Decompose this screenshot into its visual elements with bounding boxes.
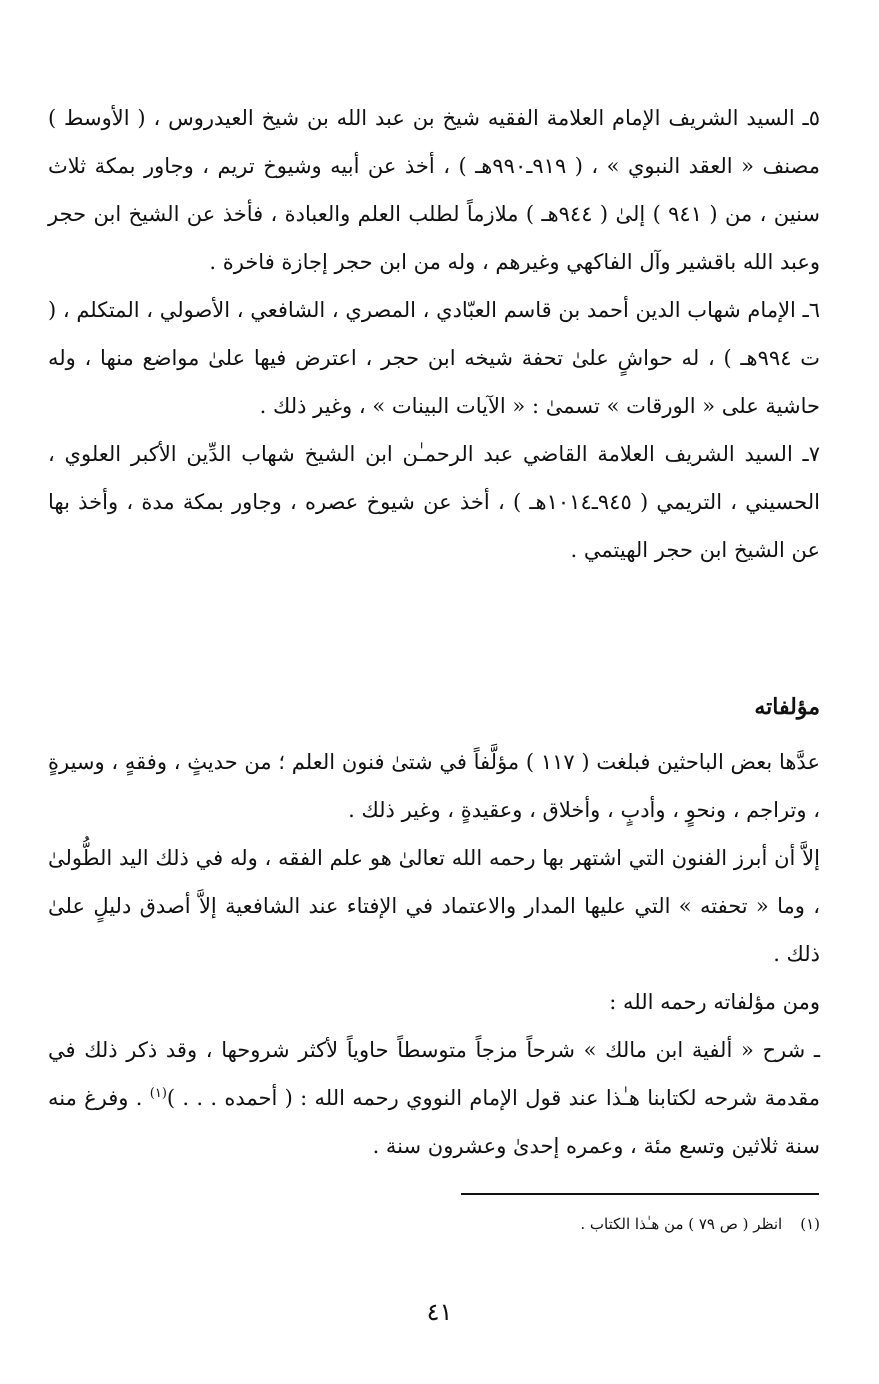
- footnote-reference[interactable]: (١): [149, 1086, 167, 1101]
- footnote: [580, 1210, 820, 1238]
- footnote-separator: [461, 1193, 819, 1195]
- footnote-number: (١): [800, 1215, 820, 1233]
- paragraph-works-count: عدَّها بعض الباحثين فبلغت ( ١١٧ ) مؤلَّفاً في شتىٰ فنون العلم ؛ من حديثٍ ، وفقهٍ ، وسيرةٍ ، وتراجم ، ونحوٍ ، وأدبٍ ، وأخلاق ، وعقيدةٍ ، وغير ذلك .: [48, 750, 820, 822]
- paragraph-fiqh: إلاَّ أن أبرز الفنون التي اشتهر بها رحمه الله تعالىٰ هو علم الفقه ، وله في ذلك اليد الطُّولىٰ ، وما « تحفته » التي عليها المدار والاعتماد في الإفتاء عند الشافعية إلاَّ أصدق دليلٍ علىٰ ذلك .: [48, 846, 820, 966]
- paragraph-alfiyya-commentary: [48, 1026, 820, 1170]
- section-heading: مؤلفاته: [754, 694, 820, 720]
- paragraph-bio-7: ٧ـ السيد الشريف العلامة القاضي عبد الرحمـٰن ابن الشيخ شهاب الدِّين الأكبر العلوي ، الحسيني ، التريمي ( ٩٤٥ـ١٠١٤هـ ) ، أخذ عن شيوخ عصره ، وجاور بمكة مدة ، وأخذ بها عن الشيخ ابن حجر الهيتمي .: [48, 442, 820, 562]
- works-block: [48, 738, 820, 1170]
- paragraph-works-intro: ومن مؤلفاته رحمه الله :: [609, 990, 820, 1014]
- footnote-text: انظر ( ص ٧٩ ) من هـٰذا الكتاب .: [580, 1215, 783, 1233]
- paragraph-bio-5: ٥ـ السيد الشريف الإمام العلامة الفقيه شيخ بن عبد الله بن شيخ العيدروس ، ( الأوسط ) مصنف « العقد النبوي » ، ( ٩١٩ـ٩٩٠هـ ) ، أخذ عن أبيه وشيوخ تريم ، وجاور بمكة ثلاث سنين ، من ( ٩٤١ ) إلىٰ ( ٩٤٤هـ ) ملازماً لطلب العلم والعبادة ، فأخذ عن الشيخ ابن حجر وعبد الله باقشير وآل الفاكهي وغيرهم ، وله من ابن حجر إجازة فاخرة .: [48, 106, 820, 274]
- paragraph-bio-6: ٦ـ الإمام شهاب الدين أحمد بن قاسم العبّادي ، المصري ، الشافعي ، الأصولي ، المتكلم ، ( ت ٩٩٤هـ ) ، له حواشٍ علىٰ تحفة شيخه ابن حجر ، اعترض فيها علىٰ مواضع منها ، وله حاشية على « الورقات » تسمىٰ : « الآيات البينات » ، وغير ذلك .: [48, 298, 820, 418]
- alfiyya-text-end: . وفرغ منه سنة ثلاثين وتسع مئة ، وعمره إحدىٰ وعشرون سنة .: [48, 1086, 820, 1158]
- page-number: ٤١: [426, 1298, 453, 1326]
- biographies-block: [48, 94, 820, 574]
- alfiyya-text-start: ـ شرح « ألفية ابن مالك » شرحاً مزجاً متوسطاً حاوياً لأكثر شروحها ، وقد ذكر ذلك في مقدمة شرحه لكتابنا هـٰذا عند قول الإمام النووي رحمه الله : ( أحمده . . . ): [48, 1038, 820, 1110]
